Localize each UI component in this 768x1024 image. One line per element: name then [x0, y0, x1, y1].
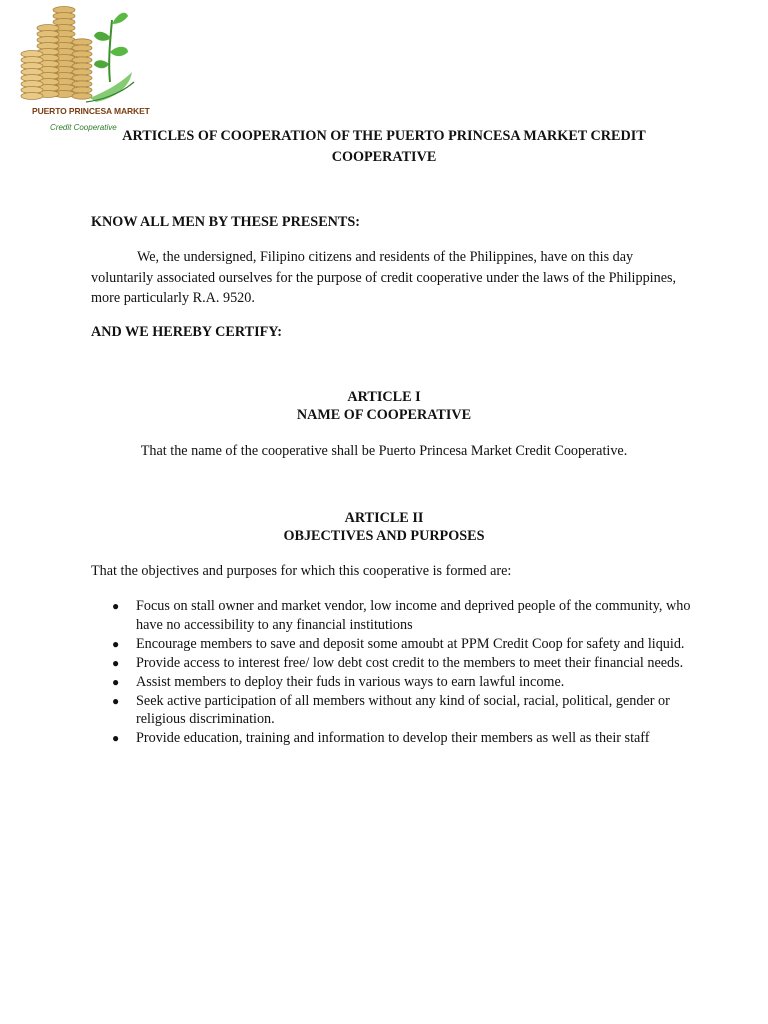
list-item-text: Provide access to interest free/ low debt cost credit to the members to meet their financial needs. [136, 654, 684, 671]
list-item [91, 597, 691, 634]
intro-heading: KNOW ALL MEN BY THESE PRESENTS: [91, 214, 360, 230]
list-item-text: Seek active participation of all members without any kind of social, racial, political, gender or religious discrimination. [136, 692, 670, 727]
bullet-icon: ● [112, 655, 120, 670]
article-2-number: ARTICLE II [344, 510, 424, 526]
bullet-icon: ● [112, 693, 120, 708]
list-item [91, 692, 691, 729]
bullet-icon: ● [112, 731, 120, 745]
certify-heading: AND WE HEREBY CERTIFY: [91, 324, 282, 340]
article-1-header [90, 388, 678, 424]
article-2-header [90, 509, 678, 545]
article-1-number: ARTICLE I [347, 389, 421, 405]
list-item-text: Provide education, training and information to develop their members as well as their staff [136, 730, 650, 746]
article-1-body: That the name of the cooperative shall be Puerto Princesa Market Credit Cooperative. [140, 443, 628, 459]
logo-name: PUERTO PRINCESA MARKET [32, 106, 150, 116]
bullet-icon: ● [112, 636, 120, 651]
cooperative-logo [12, 2, 150, 134]
list-item [91, 635, 691, 654]
article-2-heading: OBJECTIVES AND PURPOSES [283, 528, 485, 544]
coin-stack-plant-icon [12, 2, 142, 112]
list-item [91, 673, 691, 692]
document-title: ARTICLES OF COOPERATION OF THE PUERTO PRINCESA MARKET CREDIT COOPERATIVE [122, 128, 646, 165]
article-2-lead: That the objectives and purposes for which this cooperative is formed are: [91, 563, 512, 579]
bullet-icon: ● [112, 599, 120, 613]
objectives-list [91, 597, 691, 748]
logo-subtitle: Credit Cooperative [50, 123, 117, 132]
list-item [91, 654, 691, 673]
list-item-text: Encourage members to save and deposit some amoubt at PPM Credit Coop for safety and liquid. [136, 635, 685, 652]
list-item [91, 729, 691, 748]
list-item-text: Assist members to deploy their fuds in various ways to earn lawful income. [136, 673, 565, 690]
article-1-heading: NAME OF COOPERATIVE [296, 407, 472, 423]
bullet-icon: ● [112, 674, 120, 689]
list-item-text: Focus on stall owner and market vendor, low income and deprived people of the community, who have no accessibility to any financial institutions [136, 598, 691, 633]
intro-paragraph: We, the undersigned, Filipino citizens and residents of the Philippines, have on this day voluntarily associated ourselves for the purpose of credit cooperative under the laws of the Philippines, more particularly R.A. 9520. [91, 249, 677, 306]
